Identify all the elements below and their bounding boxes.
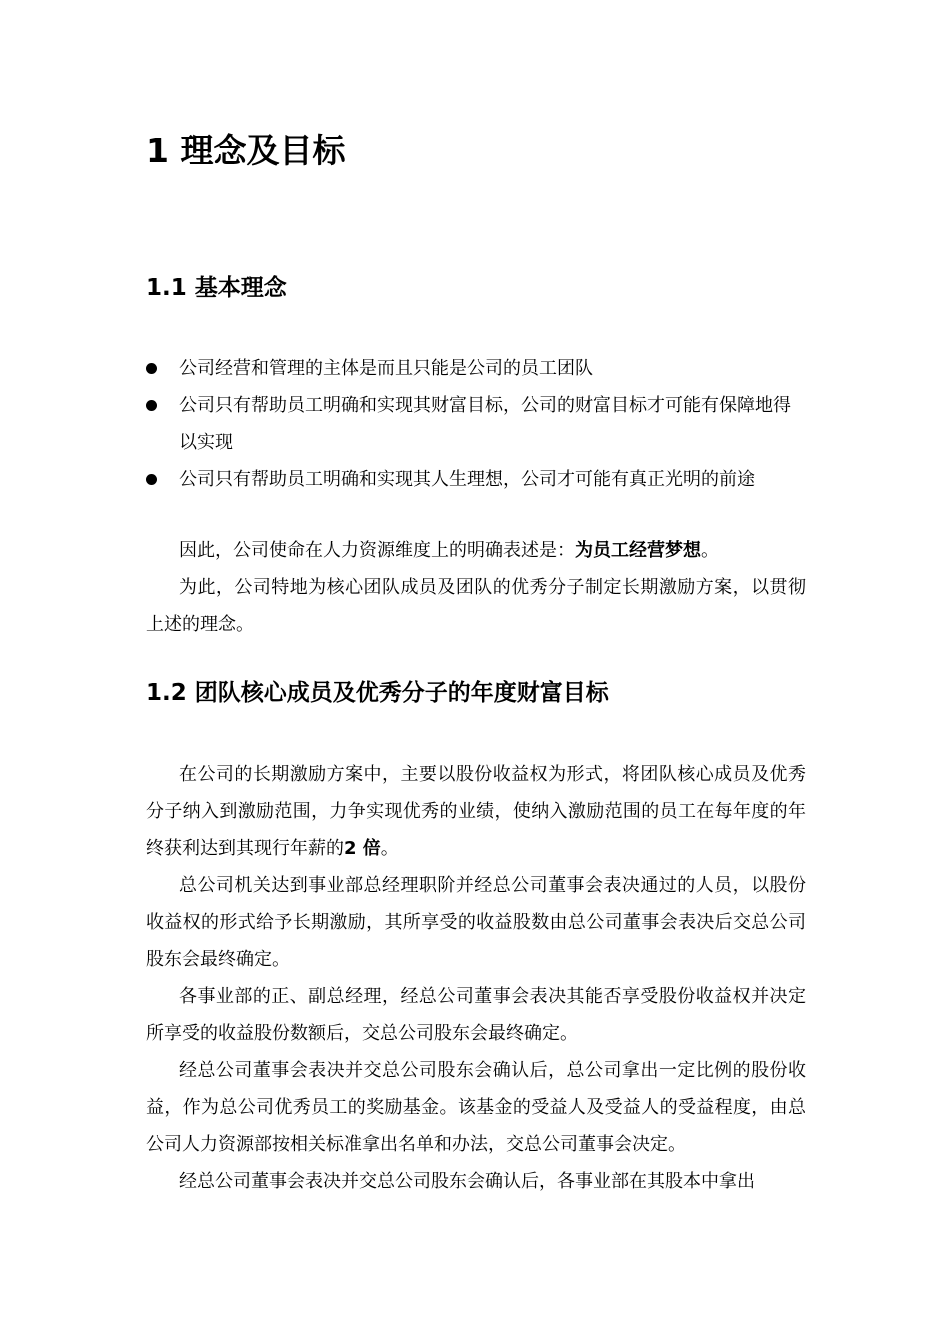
bullet-text: 公司只有帮助员工明确和实现其人生理想，公司才可能有真正光明的前途 (179, 469, 755, 490)
division-equity-paragraph: 经总公司董事会表决并交总公司股东会确认后，各事业部在其股本中拿出 (179, 1171, 755, 1192)
philosophy-paragraphs (146, 532, 806, 643)
bullet-item (146, 461, 806, 498)
division-manager-paragraph: 各事业部的正、副总经理，经总公司董事会表决其能否享受股份收益权并决定所享受的收益股份数额后，交总公司股东会最终确定。 (146, 986, 806, 1044)
mission-statement-paragraph (146, 532, 806, 569)
incentive-plan-paragraph: 为此，公司特地为核心团队成员及团队的优秀分子制定长期激励方案，以贯彻上述的理念。 (146, 577, 806, 635)
bullet-item (146, 350, 806, 387)
paragraph-text: 。 (701, 540, 719, 561)
wealth-multiple-emphasis: 2 倍 (344, 838, 381, 859)
bullet-dot-icon (146, 363, 157, 374)
bullet-item (146, 387, 806, 461)
bullet-text: 公司只有帮助员工明确和实现其财富目标，公司的财富目标才可能有保障地得以实现 (179, 395, 791, 453)
mission-statement-emphasis: 为员工经营梦想 (575, 540, 701, 561)
chapter-title: 1 理念及目标 (146, 131, 346, 170)
head-office-incentive-paragraph: 总公司机关达到事业部总经理职阶并经总公司董事会表决通过的人员，以股份收益权的形式给予长期激励，其所享受的收益股数由总公司董事会表决后交总公司股东会最终确定。 (146, 875, 806, 970)
reward-fund-paragraph: 经总公司董事会表决并交总公司股东会确认后，总公司拿出一定比例的股份收益，作为总公司优秀员工的奖励基金。该基金的受益人及受益人的受益程度，由总公司人力资源部按相关标准拿出名单和办法，交总公司董事会决定。 (146, 1060, 806, 1155)
wealth-goal-paragraph (146, 756, 806, 867)
paragraph-text: 因此，公司使命在人力资源维度上的明确表述是： (179, 540, 575, 561)
paragraph-text: 。 (380, 838, 399, 859)
bullet-text: 公司经营和管理的主体是而且只能是公司的员工团队 (179, 358, 593, 379)
bullet-dot-icon (146, 400, 157, 411)
section-heading-basic-philosophy: 1.1 基本理念 (146, 275, 287, 301)
philosophy-bullet-list (146, 350, 806, 498)
bullet-dot-icon (146, 474, 157, 485)
paragraph-text: 在公司的长期激励方案中，主要以股份收益权为形式，将团队核心成员及优秀分子纳入到激励范围，力争实现优秀的业绩，使纳入激励范围的员工在每年度的年终获利达到其现行年薪的 (146, 764, 806, 859)
section-heading-annual-wealth-goal: 1.2 团队核心成员及优秀分子的年度财富目标 (146, 680, 609, 706)
wealth-goal-paragraphs (146, 756, 806, 1200)
